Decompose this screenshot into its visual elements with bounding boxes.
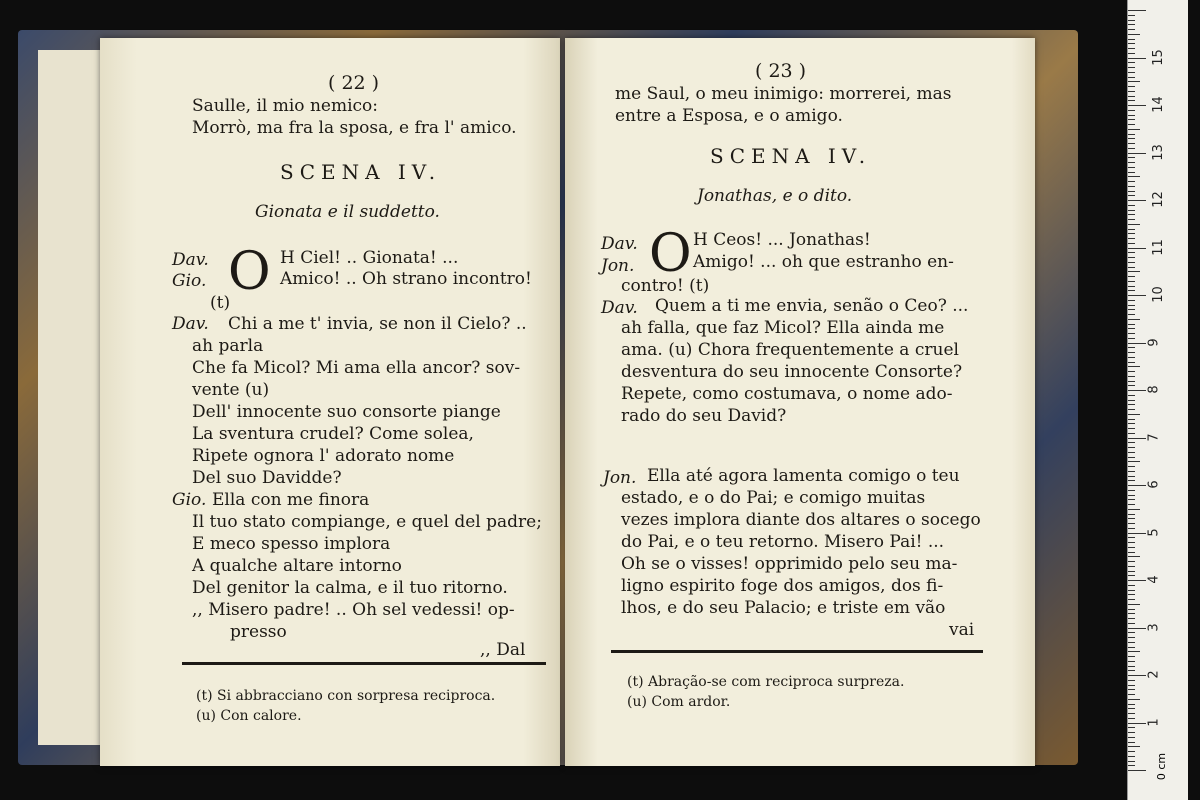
ruler-tick [1128, 533, 1146, 534]
ruler-tick [1128, 727, 1135, 728]
dialogue-line: Ella até agora lamenta comigo o teu [647, 466, 960, 486]
ruler-tick [1128, 219, 1135, 220]
dialogue-line: Il tuo stato compiange, e quel del padre; [192, 512, 542, 532]
speaker-label: Jon. [603, 468, 637, 488]
ruler-tick [1128, 195, 1135, 196]
ruler-tick [1128, 257, 1135, 258]
ruler-cm-label: 7 [1146, 432, 1162, 442]
ruler-tick [1128, 438, 1146, 439]
ruler-tick [1128, 67, 1135, 68]
ruler-tick [1128, 400, 1135, 401]
dialogue-line: ama. (u) Chora frequentemente a cruel [621, 340, 959, 360]
ruler-tick [1128, 414, 1140, 415]
ruler-tick [1128, 580, 1146, 581]
dialogue-line: lhos, e do seu Palacio; e triste em vão [621, 598, 946, 618]
ruler-tick [1128, 609, 1135, 610]
ruler-tick [1128, 333, 1135, 334]
ruler-tick [1128, 224, 1140, 225]
ruler-cm-label: 2 [1146, 670, 1162, 679]
ruler-tick [1128, 366, 1140, 367]
dialogue-line: Dell' innocente suo consorte piange [192, 402, 501, 422]
ruler-tick [1128, 594, 1135, 595]
ruler-tick [1128, 689, 1135, 690]
scene-subtitle: Jonathas, e o dito. [697, 186, 853, 206]
ruler-cm-label: 14 [1150, 96, 1166, 113]
scene-subtitle: Gionata e il suddetto. [255, 202, 440, 222]
ruler-tick [1128, 685, 1135, 686]
ruler-tick [1128, 352, 1135, 353]
ruler-tick [1128, 10, 1146, 11]
ruler-tick [1128, 324, 1135, 325]
ruler-tick [1128, 409, 1135, 410]
scene-title: SCENA IV. [710, 144, 872, 168]
speaker-label: Dav. [172, 250, 209, 270]
ruler-tick [1128, 305, 1135, 306]
footnote: (t) Abração-se com reciproca surpreza. [627, 674, 905, 690]
ruler-tick [1128, 385, 1135, 386]
dialogue-line: Repete, como costumava, o nome ado- [621, 384, 953, 404]
ruler-tick [1128, 81, 1140, 82]
ruler-tick [1128, 362, 1135, 363]
ruler-tick [1128, 115, 1135, 116]
dialogue-line: E meco spesso implora [192, 534, 391, 554]
ruler-tick [1128, 238, 1135, 239]
ruler-tick [1128, 523, 1135, 524]
text-line: Saulle, il mio nemico: [192, 96, 378, 116]
dialogue-line: (t) [210, 293, 231, 313]
ruler-tick [1128, 575, 1135, 576]
ruler-tick [1128, 252, 1135, 253]
ruler-tick [1128, 452, 1135, 453]
ruler-tick [1128, 390, 1146, 391]
text-line: Morrò, ma fra la sposa, e fra l' amico. [192, 118, 517, 138]
ruler-tick [1128, 651, 1140, 652]
ruler-tick [1128, 556, 1140, 557]
footnote-rule [611, 650, 983, 653]
dialogue-line: Quem a ti me envia, senão o Ceo? ... [655, 296, 969, 316]
page-number: ( 23 ) [755, 60, 807, 82]
ruler-tick [1128, 604, 1140, 605]
ruler-tick [1128, 181, 1135, 182]
ruler-tick [1128, 309, 1135, 310]
drop-cap: O [228, 242, 271, 302]
ruler-tick [1128, 395, 1135, 396]
ruler-cm-label: 5 [1146, 527, 1162, 537]
dialogue-line: desventura do seu innocente Consorte? [621, 362, 963, 382]
ruler-tick [1128, 15, 1135, 16]
footnote: (u) Com ardor. [627, 694, 731, 710]
speaker-label: Gio. [172, 271, 207, 291]
ruler-tick [1128, 642, 1135, 643]
ruler-tick [1128, 694, 1135, 695]
ruler-tick [1128, 670, 1135, 671]
text-line: entre a Esposa, e o amigo. [615, 106, 843, 126]
ruler-tick [1128, 43, 1135, 44]
ruler-tick [1128, 343, 1146, 344]
ruler-tick [1128, 371, 1135, 372]
ruler-cm-label: 3 [1146, 622, 1162, 632]
dialogue-line: Amico! .. Oh strano incontro! [280, 269, 532, 289]
dialogue-line: contro! (t) [621, 276, 710, 296]
ruler-tick [1128, 623, 1135, 624]
ruler-tick [1128, 105, 1146, 106]
ruler-tick [1128, 547, 1135, 548]
ruler-tick [1128, 499, 1135, 500]
ruler-tick [1128, 153, 1146, 154]
catchword: vai [949, 620, 975, 640]
ruler-cm-label: 15 [1150, 48, 1166, 66]
footnote-rule [182, 662, 546, 665]
ruler-tick [1128, 143, 1135, 144]
ruler-tick [1128, 229, 1135, 230]
speaker-label: Dav. [601, 298, 638, 318]
ruler-tick [1128, 376, 1135, 377]
ruler-cm-label: 4 [1146, 575, 1162, 584]
measuring-ruler [1127, 0, 1188, 800]
ruler-tick [1128, 72, 1135, 73]
ruler-tick [1128, 542, 1135, 543]
ruler-tick [1128, 675, 1146, 676]
ruler-tick [1128, 77, 1135, 78]
ruler-tick [1128, 732, 1135, 733]
dialogue-line: ah falla, que faz Micol? Ella ainda me [621, 318, 945, 338]
ruler-tick [1128, 39, 1135, 40]
ruler-tick [1128, 86, 1135, 87]
ruler-tick [1128, 480, 1135, 481]
ruler-tick [1128, 632, 1135, 633]
ruler-tick [1128, 770, 1146, 771]
ruler-cm-label: 9 [1146, 337, 1162, 347]
dialogue-line: rado do seu David? [621, 406, 787, 426]
ruler-tick [1128, 205, 1135, 206]
left-page [100, 38, 560, 766]
ruler-tick [1128, 618, 1135, 619]
ruler-tick [1128, 233, 1135, 234]
dialogue-line: vente (u) [192, 380, 270, 400]
speaker-label: Dav. [172, 314, 209, 334]
ruler-cm-label: 13 [1150, 143, 1166, 161]
ruler-tick [1128, 404, 1135, 405]
ruler-tick [1128, 528, 1135, 529]
ruler-tick [1128, 561, 1135, 562]
ruler-tick [1128, 319, 1140, 320]
ruler-cm-label: 10 [1150, 286, 1166, 303]
ruler-tick [1128, 471, 1135, 472]
ruler-tick [1128, 191, 1135, 192]
ruler-tick [1128, 746, 1140, 747]
ruler-cm-label: 1 [1146, 717, 1162, 727]
ruler-tick [1128, 167, 1135, 168]
dialogue-line: La sventura crudel? Come solea, [192, 424, 474, 444]
ruler-tick [1128, 428, 1135, 429]
ruler-tick [1128, 433, 1135, 434]
ruler-tick [1128, 765, 1135, 766]
ruler-cm-label: 12 [1150, 191, 1166, 208]
right-page [565, 38, 1035, 766]
ruler-tick [1128, 157, 1135, 158]
ruler-tick [1128, 590, 1135, 591]
ruler-tick [1128, 476, 1135, 477]
ruler-tick [1128, 537, 1135, 538]
speaker-label: Jon. [601, 256, 635, 276]
ruler-tick [1128, 129, 1140, 130]
ruler-tick [1128, 110, 1135, 111]
ruler-tick [1128, 172, 1135, 173]
ruler-tick [1128, 509, 1140, 510]
ruler-tick [1128, 262, 1135, 263]
ruler-tick [1128, 442, 1135, 443]
ruler-tick [1128, 490, 1135, 491]
text-line: me Saul, o meu inimigo: morrerei, mas [615, 84, 952, 104]
ruler-tick [1128, 91, 1135, 92]
ruler-tick [1128, 290, 1135, 291]
ruler-tick [1128, 314, 1135, 315]
dialogue-line: estado, e o do Pai; e comigo muitas [621, 488, 926, 508]
dialogue-line: Del suo Davidde? [192, 468, 342, 488]
ruler-tick [1128, 680, 1135, 681]
ruler-tick [1128, 708, 1135, 709]
ruler-tick [1128, 248, 1146, 249]
ruler-tick [1128, 419, 1135, 420]
dialogue-line: H Ciel! .. Gionata! ... [280, 248, 459, 268]
dialogue-line: A qualche altare intorno [192, 556, 402, 576]
ruler-tick [1128, 666, 1135, 667]
ruler-tick [1128, 24, 1135, 25]
ruler-tick [1128, 62, 1135, 63]
ruler-tick [1128, 552, 1135, 553]
ruler-tick [1128, 20, 1135, 21]
ruler-tick [1128, 718, 1135, 719]
ruler-tick [1128, 628, 1146, 629]
ruler-tick [1128, 281, 1135, 282]
ruler-tick [1128, 713, 1135, 714]
ruler-tick [1128, 162, 1135, 163]
dialogue-line: ,, Misero padre! .. Oh sel vedessi! op- [192, 600, 515, 620]
ruler-tick [1128, 504, 1135, 505]
ruler-tick [1128, 656, 1135, 657]
dialogue-line: Ripete ognora l' adorato nome [192, 446, 455, 466]
ruler-tick [1128, 381, 1135, 382]
ruler-tick [1128, 751, 1135, 752]
ruler-tick [1128, 737, 1135, 738]
scene-title: SCENA IV. [280, 160, 442, 184]
ruler-tick [1128, 271, 1140, 272]
ruler-tick [1128, 495, 1135, 496]
ruler-tick [1128, 466, 1135, 467]
ruler-tick [1128, 699, 1140, 700]
dialogue-line: Ella con me finora [212, 490, 370, 510]
ruler-tick [1128, 186, 1135, 187]
dialogue-line: Oh se o visses! opprimido pelo seu ma- [621, 554, 958, 574]
drop-cap: O [649, 224, 692, 284]
ruler-tick [1128, 53, 1135, 54]
dialogue-line: Amigo! ... oh que estranho en- [693, 252, 954, 272]
ruler-tick [1128, 347, 1135, 348]
ruler-tick [1128, 276, 1135, 277]
speaker-label: Dav. [601, 234, 638, 254]
ruler-tick [1128, 647, 1135, 648]
ruler-tick [1128, 286, 1135, 287]
ruler-tick [1128, 723, 1146, 724]
speaker-label: Gio. [172, 490, 207, 510]
ruler-tick [1128, 134, 1135, 135]
dialogue-line: Del genitor la calma, e il tuo ritorno. [192, 578, 508, 598]
dialogue-line: H Ceos! ... Jonathas! [693, 230, 871, 250]
footnote: (u) Con calore. [196, 708, 302, 724]
ruler-tick [1128, 461, 1140, 462]
ruler-tick [1128, 34, 1140, 35]
dialogue-line: ah parla [192, 336, 264, 356]
ruler-tick [1128, 571, 1135, 572]
ruler-tick [1128, 200, 1146, 201]
ruler-tick [1128, 457, 1135, 458]
catchword: ,, Dal [480, 640, 526, 660]
dialogue-line: presso [230, 622, 287, 642]
ruler-tick [1128, 423, 1135, 424]
ruler-cm-label: 6 [1146, 480, 1162, 489]
ruler-tick [1128, 29, 1135, 30]
ruler-tick [1128, 328, 1135, 329]
ruler-tick [1128, 96, 1135, 97]
ruler-unit-label: 0 cm [1155, 752, 1169, 781]
footnote: (t) Si abbracciano con sorpresa reciproca. [196, 688, 496, 704]
ruler-tick [1128, 485, 1146, 486]
ruler-tick [1128, 138, 1135, 139]
ruler-tick [1128, 761, 1135, 762]
page-number: ( 22 ) [328, 72, 380, 94]
ruler-tick [1128, 338, 1135, 339]
ruler-tick [1128, 100, 1135, 101]
ruler-tick [1128, 357, 1135, 358]
ruler-cm-label: 11 [1150, 238, 1166, 256]
ruler-tick [1128, 756, 1135, 757]
ruler-tick [1128, 447, 1135, 448]
ruler-tick [1128, 300, 1135, 301]
dialogue-line: ligno espirito foge dos amigos, dos fi- [621, 576, 944, 596]
ruler-tick [1128, 514, 1135, 515]
ruler-tick [1128, 704, 1135, 705]
dialogue-line: do Pai, e o teu retorno. Misero Pai! ... [621, 532, 945, 552]
ruler-tick [1128, 742, 1135, 743]
ruler-tick [1128, 148, 1135, 149]
ruler-tick [1128, 124, 1135, 125]
ruler-tick [1128, 585, 1135, 586]
dialogue-line: Chi a me t' invia, se non il Cielo? .. [228, 314, 527, 334]
ruler-tick [1128, 176, 1140, 177]
ruler-tick [1128, 661, 1135, 662]
ruler-tick [1128, 119, 1135, 120]
ruler-tick [1128, 599, 1135, 600]
ruler-tick [1128, 518, 1135, 519]
ruler-cm-label: 8 [1146, 385, 1162, 394]
ruler-tick [1128, 214, 1135, 215]
flyleaf-strip [38, 50, 101, 745]
ruler-tick [1128, 58, 1146, 59]
ruler-tick [1128, 243, 1135, 244]
dialogue-line: vezes implora diante dos altares o socego [621, 510, 981, 530]
dialogue-line: Che fa Micol? Mi ama ella ancor? sov- [192, 358, 521, 378]
ruler-tick [1128, 295, 1146, 296]
ruler-tick [1128, 613, 1135, 614]
ruler-tick [1128, 48, 1135, 49]
ruler-tick [1128, 566, 1135, 567]
ruler-tick [1128, 210, 1135, 211]
ruler-tick [1128, 637, 1135, 638]
ruler-tick [1128, 267, 1135, 268]
